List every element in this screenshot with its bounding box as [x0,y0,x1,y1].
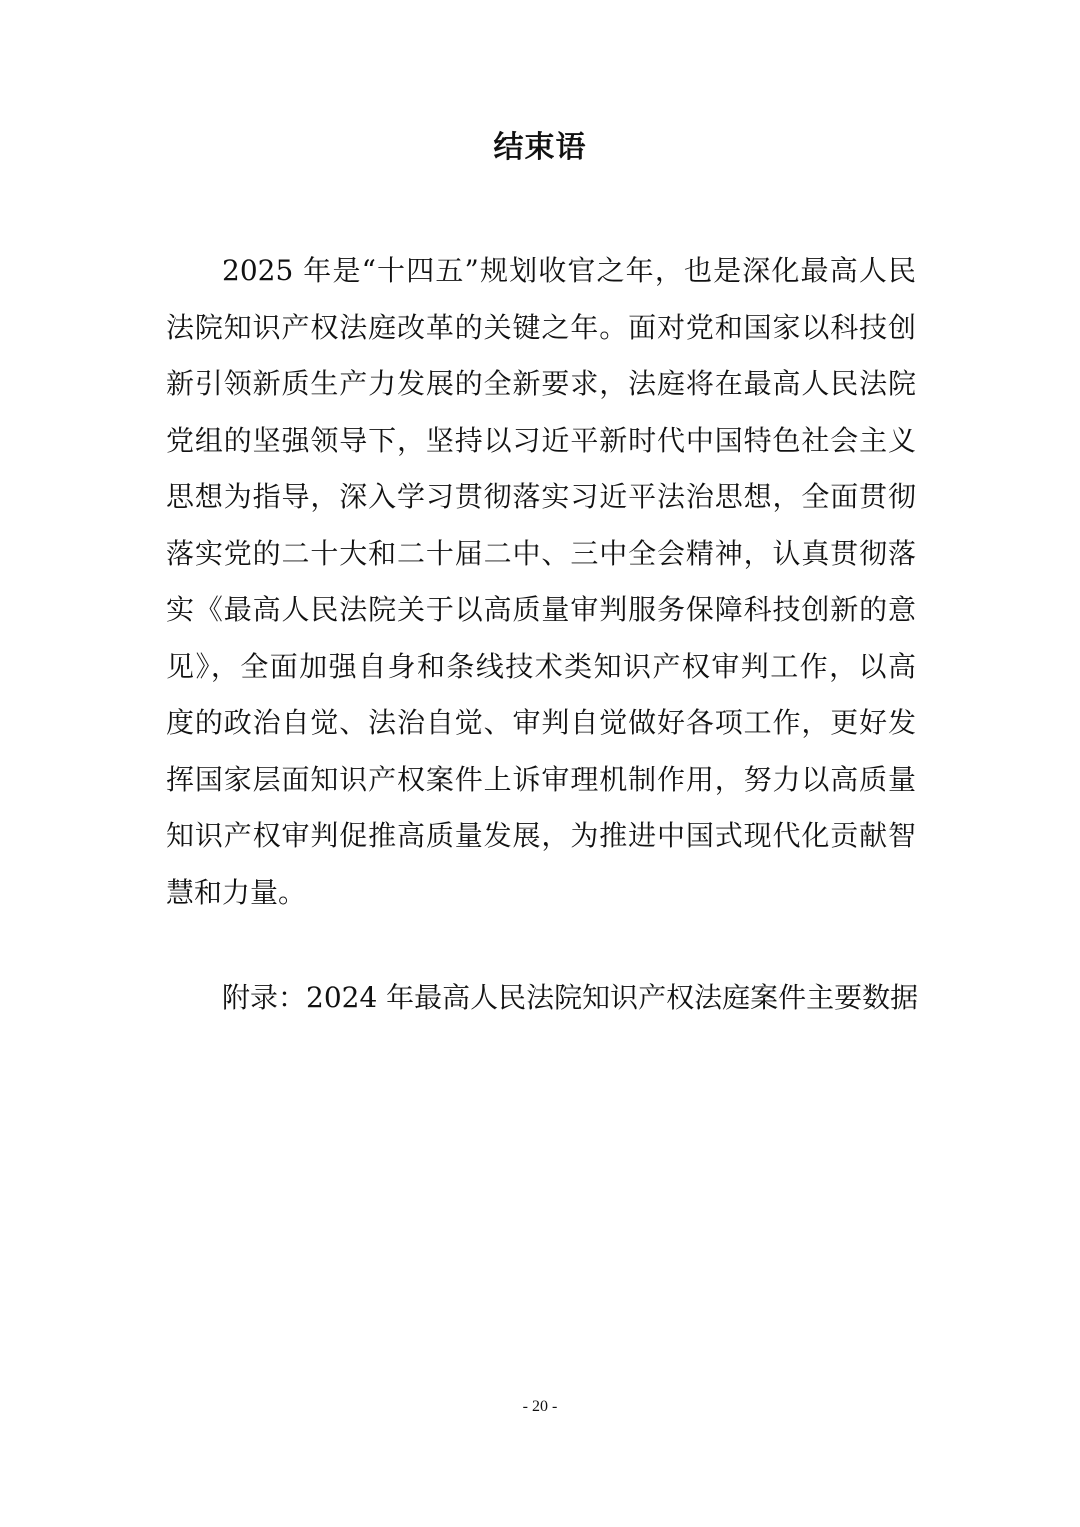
body-paragraph [166,243,916,921]
paragraph-line: 慧和力量。 [166,875,307,909]
paragraph-line: 新引领新质生产力发展的全新要求，法庭将在最高人民法院 [166,367,916,400]
paragraph-line: 法院知识产权法庭改革的关键之年。面对党和国家以科技创 [166,310,916,344]
paragraph-line: 党组的坚强领导下，坚持以习近平新时代中国特色社会主义 [166,423,916,457]
paragraph-line: 挥国家层面知识产权案件上诉审理机制作用，努力以高质量 [166,762,916,796]
paragraph-line: 2025 年是“十四五”规划收官之年，也是深化最高人民 [222,254,916,287]
paragraph-line: 思想为指导，深入学习贯彻落实习近平法治思想，全面贯彻 [166,480,916,513]
appendix-line: 附录：2024 年最高人民法院知识产权法庭案件主要数据 [222,981,919,1014]
paragraph-line: 知识产权审判促推高质量发展，为推进中国式现代化贡献智 [166,819,916,852]
paragraph-line: 落实党的二十大和二十届二中、三中全会精神，认真贯彻落 [166,536,916,570]
paragraph-line: 实《最高人民法院关于以高质量审判服务保障科技创新的意 [166,593,916,626]
paragraph-line: 度的政治自觉、法治自觉、审判自觉做好各项工作，更好发 [166,706,916,739]
paragraph-line: 见》，全面加强自身和条线技术类知识产权审判工作，以高 [166,649,916,683]
section-title: 结束语 [493,130,587,165]
page-number: - 20 - [522,1398,558,1415]
